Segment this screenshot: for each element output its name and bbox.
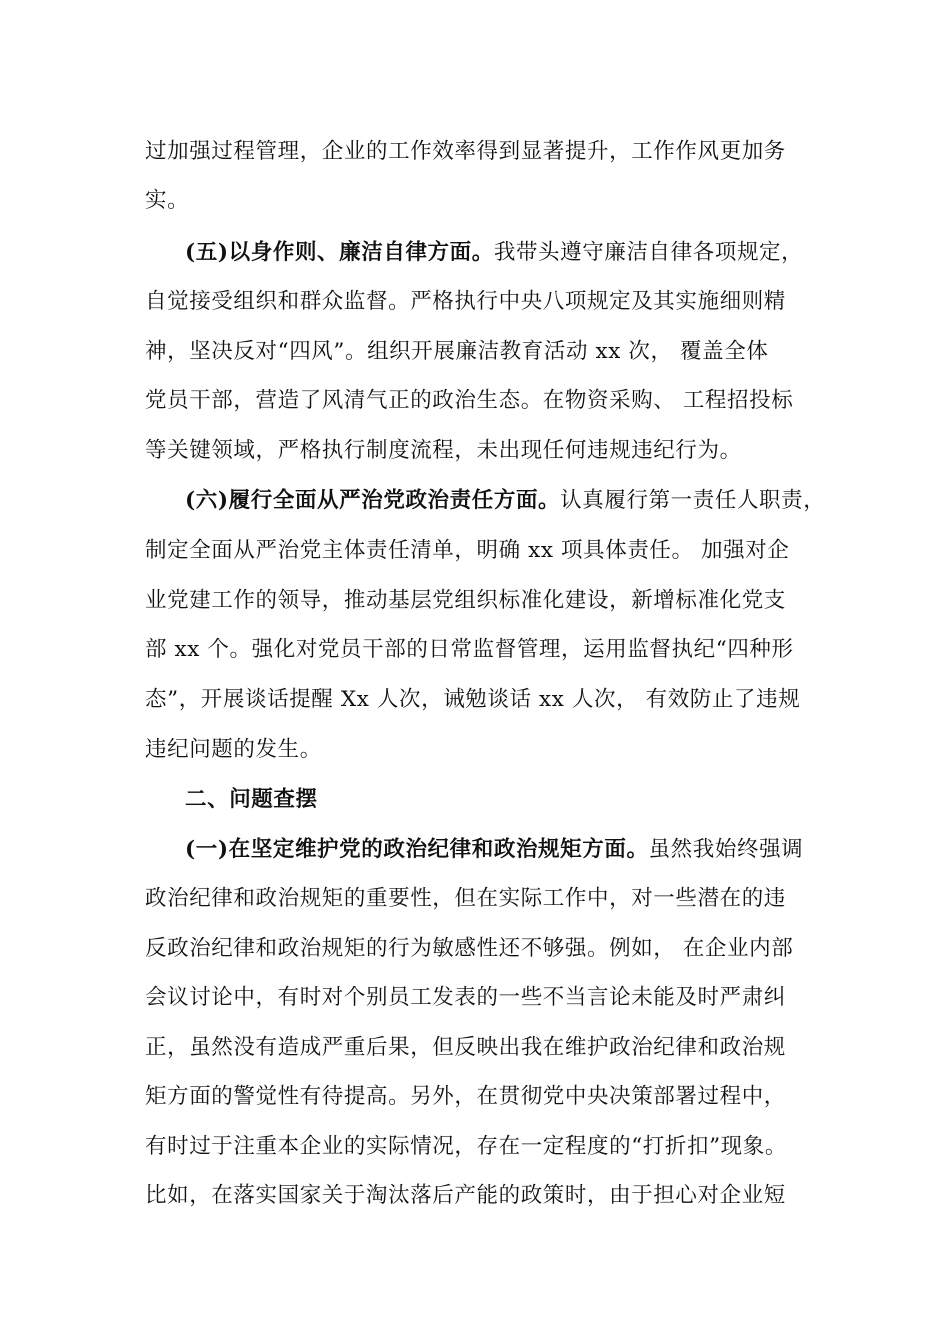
section-heading-5: (五)以身作则、廉洁自律方面。我带头遵守廉洁自律各项规定，: [185, 240, 804, 265]
paragraph-line: 自觉接受组织和群众监督。严格执行中央八项规定及其实施细则精: [145, 289, 786, 314]
paragraph-line: 党员干部，营造了风清气正的政治生态。在物资采购、 工程招投标: [145, 388, 794, 413]
section-heading-6: (六)履行全面从严治党政治责任方面。认真履行第一责任人职责，: [185, 488, 826, 513]
paragraph-line: 违纪问题的发生。: [145, 737, 322, 762]
paragraph-line: 神，坚决反对“四风”。组织开展廉洁教育活动 xx 次， 覆盖全体: [145, 339, 769, 364]
paragraph-line: 实。: [145, 188, 190, 213]
paragraph-line: 有时过于注重本企业的实际情况，存在一定程度的“打折扣”现象。: [145, 1134, 787, 1159]
chapter-heading: [185, 785, 865, 815]
heading-bold-text: 二、问题查摆: [185, 787, 318, 812]
paragraph-line: 正，虽然没有造成严重后果，但反映出我在维护政治纪律和政治规: [145, 1035, 786, 1060]
paragraph-line: 政治纪律和政治规矩的重要性，但在实际工作中，对一些潜在的违: [145, 886, 786, 911]
paragraph-line: 等关键领域，严格执行制度流程，未出现任何违规违纪行为。: [145, 438, 742, 463]
paragraph-line: 业党建工作的领导，推动基层党组织标准化建设，新增标准化党支: [145, 588, 786, 613]
heading-bold-text: (五)以身作则、廉洁自律方面。: [185, 240, 494, 265]
paragraph-line: 态”，开展谈话提醒 Xx 人次，诫勉谈话 xx 人次， 有效防止了违规: [145, 687, 801, 712]
paragraph-line: 部 xx 个。强化对党员干部的日常监督管理，运用监督执纪“四种形: [145, 637, 794, 662]
paragraph-line: 反政治纪律和政治规矩的行为敏感性还不够强。例如， 在企业内部: [145, 936, 794, 961]
paragraph-line: 会议讨论中，有时对个别员工发表的一些不当言论未能及时严肃纠: [145, 985, 786, 1010]
paragraph-line: 制定全面从严治党主体责任清单，明确 xx 项具体责任。 加强对企: [145, 538, 790, 563]
paragraph-line: 过加强过程管理，企业的工作效率得到显著提升，工作作风更加务: [145, 139, 786, 164]
paragraph-line: 矩方面的警觉性有待提高。另外，在贯彻党中央决策部署过程中，: [145, 1084, 786, 1109]
heading-bold-text: (一)在坚定维护党的政治纪律和政治规矩方面。: [185, 837, 649, 862]
heading-bold-text: (六)履行全面从严治党政治责任方面。: [185, 488, 561, 513]
section-heading-1: (一)在坚定维护党的政治纪律和政治规矩方面。虽然我始终强调: [185, 837, 804, 862]
paragraph-line: 比如，在落实国家关于淘汰落后产能的政策时，由于担心对企业短: [145, 1183, 786, 1208]
